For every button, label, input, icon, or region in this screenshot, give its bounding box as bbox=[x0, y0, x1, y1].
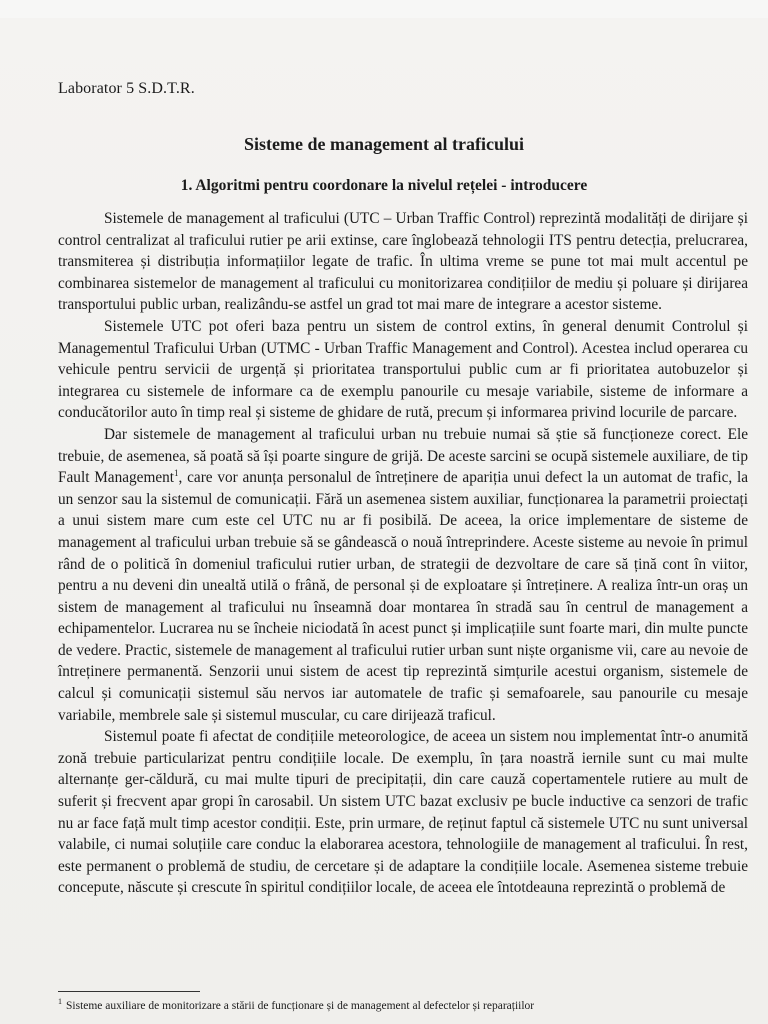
footnote-divider bbox=[58, 991, 200, 992]
paragraph-2: Sistemele UTC pot oferi baza pentru un sistem de control extins, în general denumit Controlul și Managementul Traficului Urban (UTMC - Urban Traffic Management and Control). Acestea includ operarea cu vehicule pentru servicii de urgență și prioritatea transportului public cum ar fi prioritatea autobuzelor și integrarea cu sistemele de informare ca de exemplu panourile cu mesaje variabile, sisteme de informare a conducătorilor auto în timp real și sisteme de ghidare de rută, precum și informarea privind locurile de parcare. bbox=[58, 317, 748, 422]
paragraph-1: Sistemele de management al traficului (UTC – Urban Traffic Control) reprezintă modalități de dirijare și control centralizat al traficului rutier pe arii extinse, care înglobează tehnologii ITS pentru detecția, prelucrarea, transmiterea și distribuția informațiilor legate de trafic. În ultima vreme se pune tot mai mult accentul pe combinarea sistemelor de management al traficului cu monitorizarea condițiilor de mediu și poluare și dirijarea transportului public urban, realizându-se astfel un grad tot mai mare de integrare a acestor sisteme. bbox=[58, 210, 748, 314]
lab-header: Laborator 5 S.D.T.R. bbox=[58, 80, 195, 97]
paragraph-3-part-a: Dar sistemele de management al traficului urban nu trebuie numai să știe să funcționeze corect. Ele trebuie, de asemenea, să poată să își poarte singure de grijă. De aceste sarcini se ocupă sistemele auxiliare, de tip Fault Management bbox=[58, 425, 748, 487]
footnote bbox=[58, 995, 748, 1013]
body-text bbox=[58, 208, 748, 899]
scan-top-margin bbox=[0, 0, 768, 18]
footnote-text: Sisteme auxiliare de monitorizare a stării de funcționare și de management al defectelor și reparațiilor bbox=[66, 999, 535, 1012]
page-title: Sisteme de management al traficului bbox=[244, 134, 524, 154]
paragraph-3-part-b: , care vor anunța personalul de întreținere de apariția unui defect la un automat de trafic, la un senzor sau la sistemul de comunicații. Fără un asemenea sistem auxiliar, funcționarea la parametrii proiectați a unui sistem mare cum este cel UTC nu ar fi posibilă. De aceea, la orice implementare de sisteme de management al traficului urban trebuie să se gândească o nouă întreprindere. Aceste sisteme au nevoie în primul rând de o politică în domeniul traficului rutier urban, de strategii de dezvoltare de care să țină cont în viitor, pentru a nu deveni din unealtă utilă o frână, de personal și de exploatare și întreținere. A realiza într-un oraș un sistem de management al traficului nu înseamnă doar montarea în stradă sau în centrul de management a echipamentelor. Lucrarea nu se încheie niciodată în acest punct și implicațiile sunt foarte mari, din multe puncte de vedere. Practic, sistemele de management al traficului rutier urban sunt niște organisme vii, care au nevoie de întreținere permanentă. Senzorii unui sistem de acest tip reprezintă simțurile acestui organism, sistemele de calcul și comunicații sistemul său nervos iar automatele de trafic și semafoarele, sau panourile cu mesaje variabile, membrele sale și sistemul muscular, cu care dirijează traficul. bbox=[58, 469, 748, 724]
paragraph-4: Sistemul poate fi afectat de condițiile meteorologice, de aceea un sistem nou implementat într-o anumită zonă trebuie particularizat pentru condițiile locale. De exemplu, în țara noastră iernile sunt cu mai multe alternanțe ger-căldură, cu mai multe tipuri de precipitații, din care cauză copertamentele rutiere au mult de suferit și frecvent apar gropi în carosabil. Un sistem UTC bazat exclusiv pe bucle inductive ca senzori de trafic nu ar face față mult timp acestor condiții. Este, prin urmare, de reținut faptul că sistemele UTC nu sunt universal valabile, ci numai soluțiile care conduc la elaborarea acestora, tehnologiile de management al traficului. În rest, este permanent o problemă de studiu, de cercetare și de adaptare la condițiile locale. Asemenea sisteme trebuie concepute, născute și crescute în spiritul condițiilor locale, de aceea ele întotdeauna reprezintă o problemă de bbox=[58, 728, 748, 897]
footnote-reference: 1 bbox=[174, 468, 179, 479]
section-heading: 1. Algoritmi pentru coordonare la nivelul rețelei - introducere bbox=[180, 177, 588, 194]
paragraph-3 bbox=[58, 424, 748, 726]
footnote-mark: 1 bbox=[58, 997, 62, 1006]
